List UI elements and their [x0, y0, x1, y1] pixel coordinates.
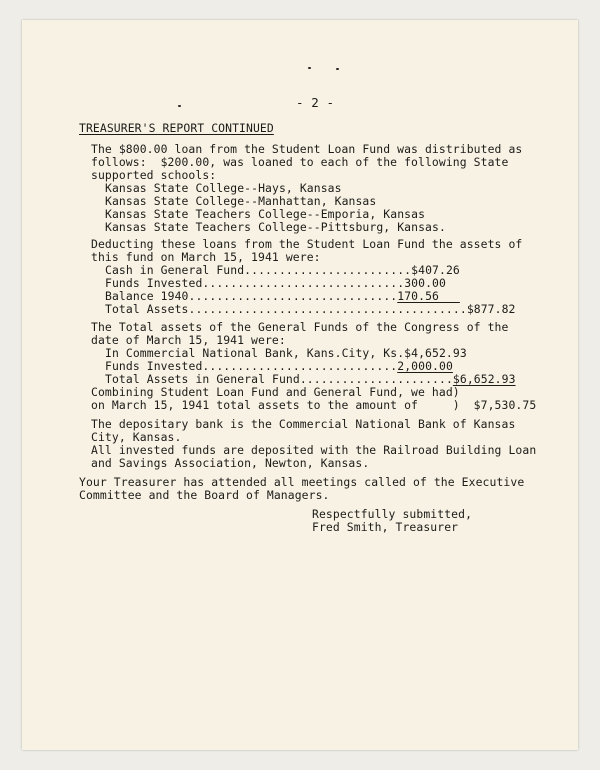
- school-item: Kansas State College--Manhattan, Kansas: [105, 194, 377, 208]
- bank-line: In Commercial National Bank, Kans.City, Ks.$4,652.93: [105, 346, 467, 360]
- loan-intro-line: The $800.00 loan from the Student Loan Fund was distributed as: [91, 142, 523, 156]
- depository-line: and Savings Association, Newton, Kansas.: [91, 456, 370, 470]
- total-value: $6,652.93: [452, 372, 516, 386]
- ink-speck: [308, 67, 311, 69]
- loan-intro-line: supported schools:: [91, 168, 217, 182]
- leader-dots: ........................: [244, 263, 412, 277]
- attendance-line: Your Treasurer has attended all meetings called of the Executive: [79, 475, 525, 489]
- leader-dots: ......................: [299, 372, 453, 386]
- invested-value: 300.00: [404, 276, 446, 290]
- leader-dots: ............................: [202, 359, 398, 373]
- school-item: Kansas State Teachers College--Emporia, Kansas: [105, 207, 426, 221]
- leader-dots: ..............................: [188, 289, 398, 303]
- leader-dots: ........................................: [188, 302, 467, 316]
- leader-dots: .............................: [202, 276, 405, 290]
- general-intro-line: The Total assets of the General Funds of the Congress of the: [91, 320, 509, 334]
- cash-value: $407.26: [411, 263, 460, 277]
- general-intro-line: date of March 15, 1941 were:: [91, 333, 286, 347]
- report-heading: TREASURER'S REPORT CONTINUED: [79, 121, 274, 135]
- total-label: Total Assets: [105, 302, 189, 316]
- total-value: $877.82: [466, 302, 516, 316]
- depository-line: All invested funds are deposited with the Railroad Building Loan: [91, 443, 537, 457]
- school-item: Kansas State College--Hays, Kansas: [105, 181, 342, 195]
- page-number: - 2 -: [296, 95, 335, 110]
- balance-value: 170.56: [397, 289, 439, 303]
- underline-tail: [439, 289, 460, 303]
- cash-label: Cash in General Fund: [105, 263, 245, 277]
- combining-line: on March 15, 1941 total assets to the amount of ) $7,530.75: [91, 398, 537, 412]
- attendance-line: Committee and the Board of Managers.: [79, 488, 330, 502]
- deduct-intro-line: Deducting these loans from the Student Loan Fund the assets of: [91, 237, 523, 251]
- depository-line: City, Kansas.: [91, 430, 182, 444]
- combining-line: Combining Student Loan Fund and General Fund, we had): [91, 385, 460, 399]
- deduct-intro-line: this fund on March 15, 1941 were:: [91, 250, 321, 264]
- signature-closing: Respectfully submitted,: [312, 507, 473, 521]
- signature-name: Fred Smith, Treasurer: [312, 520, 459, 534]
- loan-total-line: [105, 303, 516, 316]
- loan-intro-line: follows: $200.00, was loaned to each of the following State: [91, 155, 509, 169]
- ink-speck: [336, 68, 339, 70]
- school-item: Kansas State Teachers College--Pittsburg, Kansas.: [105, 220, 446, 234]
- invested-label: Funds Invested: [105, 359, 203, 373]
- depository-line: The depositary bank is the Commercial National Bank of Kansas: [91, 417, 516, 431]
- ink-speck: [178, 105, 181, 107]
- invested-label: Funds Invested: [105, 276, 203, 290]
- invested-value: 2,000.00: [397, 359, 453, 373]
- balance-label: Balance 1940: [105, 289, 189, 303]
- total-label: Total Assets in General Fund: [105, 372, 300, 386]
